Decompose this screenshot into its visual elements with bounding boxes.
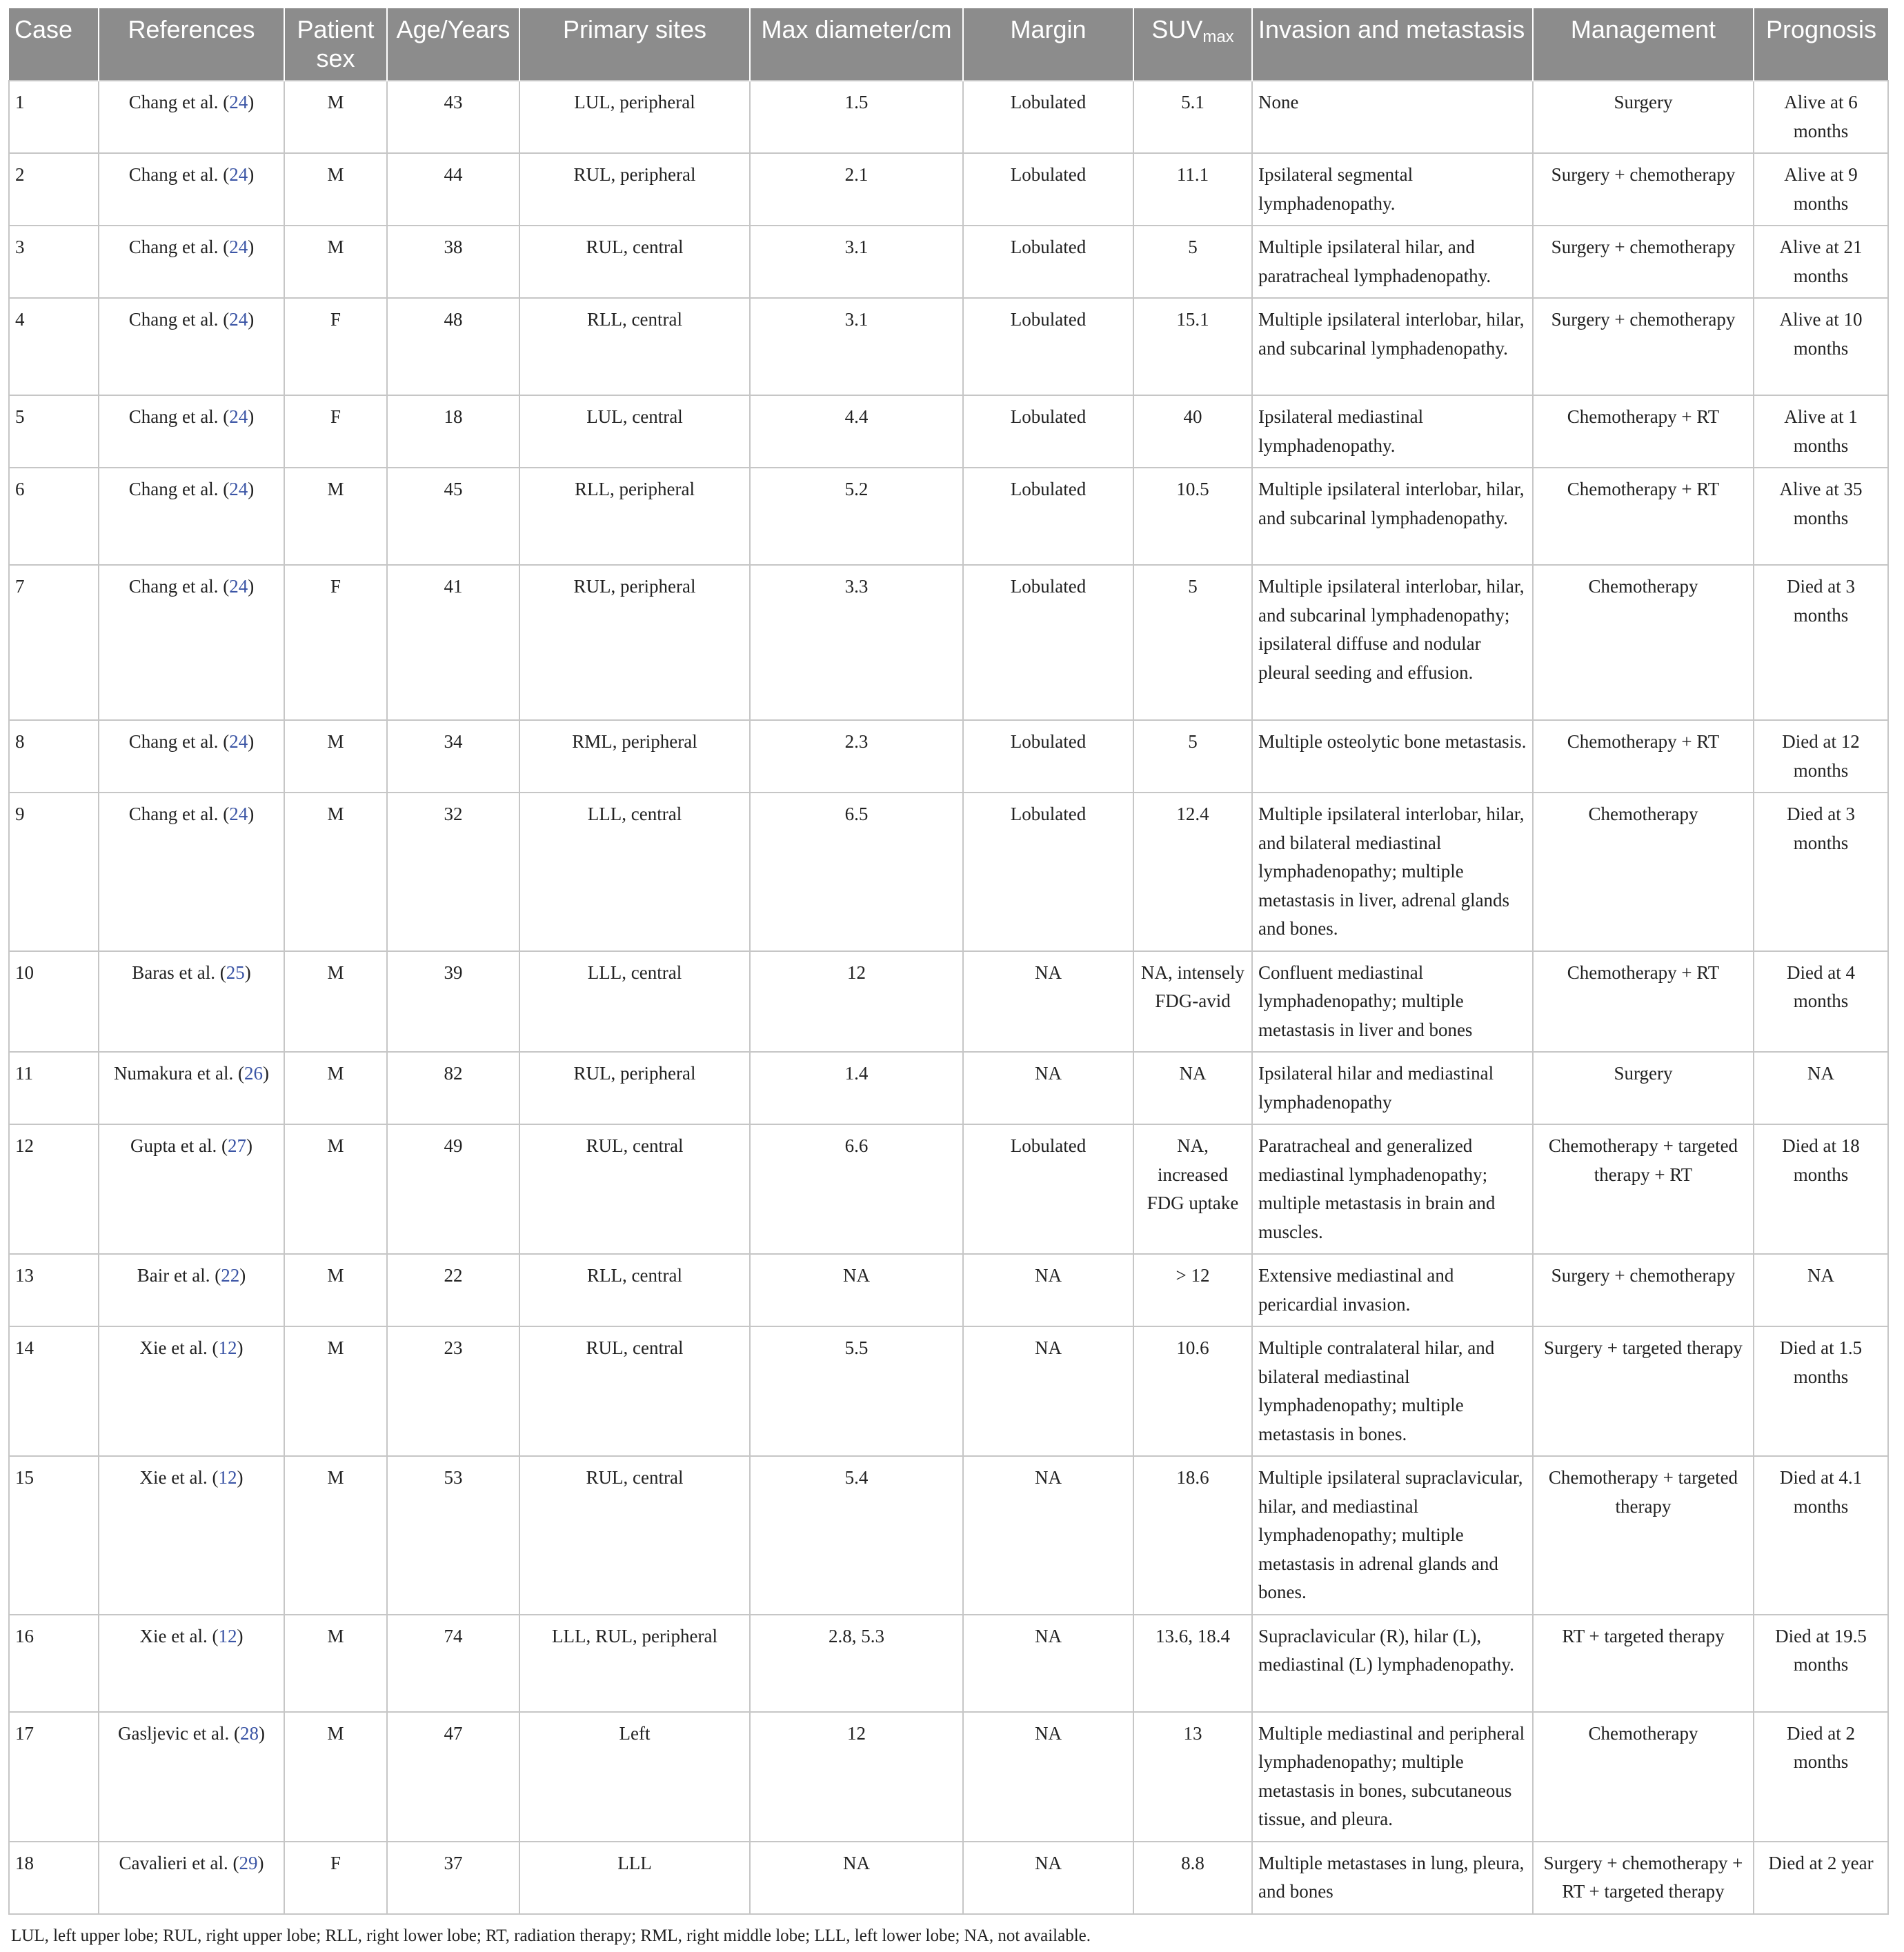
management-cell: Surgery + chemotherapy + RT + targeted therapy: [1533, 1842, 1754, 1914]
reference-cell: Cavalieri et al. (29): [99, 1842, 284, 1914]
reference-cell: Chang et al. (24): [99, 226, 284, 298]
case-cell: 2: [9, 153, 99, 226]
management-cell: Chemotherapy + RT: [1533, 720, 1754, 793]
prognosis-cell: Alive at 21 months: [1754, 226, 1888, 298]
table-row: [9, 1326, 1888, 1456]
invasion-cell: Multiple osteolytic bone metastasis.: [1252, 720, 1533, 793]
suv-max-cell: 5: [1133, 720, 1252, 793]
reference-cell: Chang et al. (24): [99, 153, 284, 226]
age-cell: 49: [387, 1124, 519, 1254]
case-cell: 7: [9, 565, 99, 720]
max-diameter-cell: 3.3: [750, 565, 963, 720]
prognosis-cell: Died at 18 months: [1754, 1124, 1888, 1254]
invasion-cell: Multiple ipsilateral interlobar, hilar, and subcarinal lymphadenopathy.: [1252, 468, 1533, 565]
reference-author: Chang et al.: [128, 576, 219, 597]
reference-author: Chang et al.: [128, 479, 219, 499]
table-row: [9, 1456, 1888, 1615]
primary-sites-cell: RUL, peripheral: [519, 153, 750, 226]
reference-number-link[interactable]: 24: [229, 309, 248, 330]
case-cell: 18: [9, 1842, 99, 1914]
suv-max-cell: 10.5: [1133, 468, 1252, 565]
prognosis-cell: NA: [1754, 1254, 1888, 1326]
sex-cell: F: [284, 298, 387, 395]
age-cell: 82: [387, 1052, 519, 1124]
management-cell: Surgery + chemotherapy: [1533, 298, 1754, 395]
prognosis-cell: Died at 4.1 months: [1754, 1456, 1888, 1615]
table-row: [9, 298, 1888, 395]
case-cell: 10: [9, 951, 99, 1053]
sex-cell: M: [284, 153, 387, 226]
reference-number-link[interactable]: 12: [218, 1467, 237, 1488]
prognosis-cell: Alive at 10 months: [1754, 298, 1888, 395]
table-row: [9, 1615, 1888, 1712]
reference-author: Bair et al.: [137, 1265, 210, 1286]
case-cell: 5: [9, 395, 99, 468]
sex-cell: M: [284, 1326, 387, 1456]
suv-max-cell: NA, intensely FDG-avid: [1133, 951, 1252, 1053]
margin-cell: Lobulated: [963, 468, 1133, 565]
sex-cell: F: [284, 395, 387, 468]
primary-sites-cell: LUL, central: [519, 395, 750, 468]
prognosis-cell: Died at 3 months: [1754, 793, 1888, 951]
header-row: [9, 8, 1888, 81]
reference-author: Chang et al.: [128, 164, 219, 185]
suv-max-cell: 40: [1133, 395, 1252, 468]
header-suv-subscript: max: [1202, 28, 1234, 46]
primary-sites-cell: RUL, central: [519, 1124, 750, 1254]
reference-number-link[interactable]: 27: [227, 1135, 246, 1156]
table-body: [9, 81, 1888, 1914]
invasion-cell: Multiple mediastinal and peripheral lymphadenopathy; multiple metastasis in bones, subcutaneous tissue, and pleura.: [1252, 1712, 1533, 1842]
reference-cell: Xie et al. (12): [99, 1326, 284, 1456]
margin-cell: NA: [963, 1615, 1133, 1712]
age-cell: 38: [387, 226, 519, 298]
table-row: [9, 720, 1888, 793]
age-cell: 74: [387, 1615, 519, 1712]
margin-cell: Lobulated: [963, 565, 1133, 720]
reference-author: Gupta et al.: [130, 1135, 217, 1156]
invasion-cell: Multiple ipsilateral supraclavicular, hilar, and mediastinal lymphadenopathy; multiple metastasis in adrenal glands and bones.: [1252, 1456, 1533, 1615]
reference-number-link[interactable]: 24: [229, 92, 248, 112]
margin-cell: NA: [963, 1712, 1133, 1842]
margin-cell: NA: [963, 1842, 1133, 1914]
primary-sites-cell: RLL, central: [519, 1254, 750, 1326]
reference-number-link[interactable]: 29: [239, 1852, 258, 1873]
case-cell: 13: [9, 1254, 99, 1326]
suv-max-cell: 5.1: [1133, 81, 1252, 153]
table-row: [9, 395, 1888, 468]
case-cell: 16: [9, 1615, 99, 1712]
sex-cell: M: [284, 226, 387, 298]
reference-cell: Chang et al. (24): [99, 468, 284, 565]
suv-max-cell: 15.1: [1133, 298, 1252, 395]
table-container: [8, 8, 1887, 1915]
management-cell: Chemotherapy + RT: [1533, 951, 1754, 1053]
primary-sites-cell: RLL, peripheral: [519, 468, 750, 565]
max-diameter-cell: 5.5: [750, 1326, 963, 1456]
margin-cell: NA: [963, 1052, 1133, 1124]
header-suv-label: SUV: [1151, 15, 1203, 43]
prognosis-cell: Alive at 9 months: [1754, 153, 1888, 226]
reference-author: Chang et al.: [128, 309, 219, 330]
margin-cell: Lobulated: [963, 395, 1133, 468]
suv-max-cell: 5: [1133, 565, 1252, 720]
invasion-cell: Supraclavicular (R), hilar (L), mediastinal (L) lymphadenopathy.: [1252, 1615, 1533, 1712]
primary-sites-cell: LLL, central: [519, 951, 750, 1053]
margin-cell: Lobulated: [963, 81, 1133, 153]
invasion-cell: None: [1252, 81, 1533, 153]
sex-cell: M: [284, 468, 387, 565]
primary-sites-cell: RLL, central: [519, 298, 750, 395]
reference-number-link[interactable]: 25: [226, 962, 245, 983]
margin-cell: NA: [963, 1456, 1133, 1615]
table-row: [9, 951, 1888, 1053]
case-cell: 1: [9, 81, 99, 153]
management-cell: Chemotherapy + RT: [1533, 468, 1754, 565]
reference-author: Xie et al.: [139, 1337, 208, 1358]
table-row: [9, 468, 1888, 565]
max-diameter-cell: 1.5: [750, 81, 963, 153]
case-cell: 15: [9, 1456, 99, 1615]
table-row: [9, 565, 1888, 720]
age-cell: 18: [387, 395, 519, 468]
header-sex: Patient sex: [284, 8, 387, 81]
margin-cell: NA: [963, 1254, 1133, 1326]
prognosis-cell: Died at 12 months: [1754, 720, 1888, 793]
header-max-diameter: Max diameter/cm: [750, 8, 963, 81]
primary-sites-cell: RUL, peripheral: [519, 565, 750, 720]
primary-sites-cell: LLL, central: [519, 793, 750, 951]
sex-cell: M: [284, 1615, 387, 1712]
age-cell: 48: [387, 298, 519, 395]
management-cell: Chemotherapy + targeted therapy: [1533, 1456, 1754, 1615]
case-cell: 9: [9, 793, 99, 951]
table-row: [9, 1842, 1888, 1914]
reference-cell: Chang et al. (24): [99, 720, 284, 793]
management-cell: Surgery: [1533, 81, 1754, 153]
prognosis-cell: Died at 3 months: [1754, 565, 1888, 720]
suv-max-cell: 11.1: [1133, 153, 1252, 226]
prognosis-cell: Died at 2 months: [1754, 1712, 1888, 1842]
reference-number-link[interactable]: 24: [229, 406, 248, 427]
invasion-cell: Multiple ipsilateral interlobar, hilar, and subcarinal lymphadenopathy; ipsilateral diffuse and nodular pleural seeding and effusion.: [1252, 565, 1533, 720]
management-cell: Surgery: [1533, 1052, 1754, 1124]
suv-max-cell: NA: [1133, 1052, 1252, 1124]
reference-cell: Chang et al. (24): [99, 565, 284, 720]
reference-author: Cavalieri et al.: [119, 1852, 228, 1873]
table-row: [9, 226, 1888, 298]
reference-number-link[interactable]: 12: [218, 1625, 237, 1646]
invasion-cell: Multiple ipsilateral interlobar, hilar, and subcarinal lymphadenopathy.: [1252, 298, 1533, 395]
invasion-cell: Multiple contralateral hilar, and bilateral mediastinal lymphadenopathy; multiple metastasis in bones.: [1252, 1326, 1533, 1456]
management-cell: Chemotherapy: [1533, 1712, 1754, 1842]
margin-cell: Lobulated: [963, 720, 1133, 793]
case-table: [8, 8, 1889, 1915]
reference-cell: Bair et al. (22): [99, 1254, 284, 1326]
max-diameter-cell: 3.1: [750, 298, 963, 395]
suv-max-cell: > 12: [1133, 1254, 1252, 1326]
management-cell: Chemotherapy: [1533, 565, 1754, 720]
case-cell: 14: [9, 1326, 99, 1456]
max-diameter-cell: 2.3: [750, 720, 963, 793]
max-diameter-cell: NA: [750, 1254, 963, 1326]
max-diameter-cell: 5.4: [750, 1456, 963, 1615]
max-diameter-cell: 1.4: [750, 1052, 963, 1124]
reference-cell: Baras et al. (25): [99, 951, 284, 1053]
invasion-cell: Multiple ipsilateral interlobar, hilar, and bilateral mediastinal lymphadenopathy; multiple metastasis in liver, adrenal glands and bones.: [1252, 793, 1533, 951]
reference-author: Chang et al.: [128, 92, 219, 112]
case-cell: 11: [9, 1052, 99, 1124]
sex-cell: M: [284, 1456, 387, 1615]
management-cell: Surgery + chemotherapy: [1533, 1254, 1754, 1326]
age-cell: 34: [387, 720, 519, 793]
invasion-cell: Paratracheal and generalized mediastinal lymphadenopathy; multiple metastasis in brain and muscles.: [1252, 1124, 1533, 1254]
reference-author: Baras et al.: [132, 962, 215, 983]
management-cell: RT + targeted therapy: [1533, 1615, 1754, 1712]
reference-number-link[interactable]: 28: [239, 1722, 259, 1744]
max-diameter-cell: 5.2: [750, 468, 963, 565]
max-diameter-cell: 4.4: [750, 395, 963, 468]
management-cell: Surgery + chemotherapy: [1533, 226, 1754, 298]
max-diameter-cell: 2.1: [750, 153, 963, 226]
header-suv-max: [1133, 8, 1252, 81]
margin-cell: Lobulated: [963, 793, 1133, 951]
header-references: References: [99, 8, 284, 81]
reference-author: Xie et al.: [139, 1625, 208, 1646]
age-cell: 39: [387, 951, 519, 1053]
sex-cell: M: [284, 793, 387, 951]
age-cell: 43: [387, 81, 519, 153]
age-cell: 22: [387, 1254, 519, 1326]
sex-cell: M: [284, 720, 387, 793]
primary-sites-cell: Left: [519, 1712, 750, 1842]
reference-number-link[interactable]: 24: [229, 237, 248, 257]
max-diameter-cell: 12: [750, 951, 963, 1053]
table-row: [9, 1254, 1888, 1326]
sex-cell: M: [284, 81, 387, 153]
suv-max-cell: 13: [1133, 1712, 1252, 1842]
management-cell: Chemotherapy + RT: [1533, 395, 1754, 468]
age-cell: 37: [387, 1842, 519, 1914]
reference-cell: Xie et al. (12): [99, 1456, 284, 1615]
primary-sites-cell: RUL, central: [519, 1456, 750, 1615]
suv-max-cell: 13.6, 18.4: [1133, 1615, 1252, 1712]
case-cell: 6: [9, 468, 99, 565]
invasion-cell: Ipsilateral hilar and mediastinal lymphadenopathy: [1252, 1052, 1533, 1124]
sex-cell: M: [284, 1254, 387, 1326]
reference-number-link[interactable]: 24: [229, 576, 248, 597]
invasion-cell: Confluent mediastinal lymphadenopathy; multiple metastasis in liver and bones: [1252, 951, 1533, 1053]
primary-sites-cell: RUL, central: [519, 226, 750, 298]
max-diameter-cell: 6.6: [750, 1124, 963, 1254]
invasion-cell: Multiple metastases in lung, pleura, and bones: [1252, 1842, 1533, 1914]
max-diameter-cell: NA: [750, 1842, 963, 1914]
suv-max-cell: NA, increased FDG uptake: [1133, 1124, 1252, 1254]
table-row: [9, 153, 1888, 226]
reference-cell: Chang et al. (24): [99, 395, 284, 468]
reference-number-link[interactable]: 26: [244, 1063, 263, 1084]
reference-author: Chang et al.: [128, 406, 219, 427]
header-prognosis: Prognosis: [1754, 8, 1888, 81]
prognosis-cell: Alive at 35 months: [1754, 468, 1888, 565]
margin-cell: Lobulated: [963, 226, 1133, 298]
age-cell: 44: [387, 153, 519, 226]
age-cell: 41: [387, 565, 519, 720]
max-diameter-cell: 6.5: [750, 793, 963, 951]
prognosis-cell: NA: [1754, 1052, 1888, 1124]
management-cell: Chemotherapy: [1533, 793, 1754, 951]
prognosis-cell: Alive at 1 months: [1754, 395, 1888, 468]
table-row: [9, 793, 1888, 951]
management-cell: Surgery + targeted therapy: [1533, 1326, 1754, 1456]
primary-sites-cell: LLL: [519, 1842, 750, 1914]
reference-cell: Numakura et al. (26): [99, 1052, 284, 1124]
sex-cell: M: [284, 1712, 387, 1842]
reference-number-link[interactable]: 22: [221, 1265, 240, 1286]
case-cell: 17: [9, 1712, 99, 1842]
invasion-cell: Ipsilateral mediastinal lymphadenopathy.: [1252, 395, 1533, 468]
case-cell: 12: [9, 1124, 99, 1254]
reference-number-link[interactable]: 24: [229, 164, 248, 185]
primary-sites-cell: LUL, peripheral: [519, 81, 750, 153]
age-cell: 45: [387, 468, 519, 565]
reference-number-link[interactable]: 24: [229, 731, 248, 752]
reference-author: Chang et al.: [128, 237, 219, 257]
reference-author: Gasljevic et al.: [118, 1722, 230, 1744]
reference-number-link[interactable]: 24: [229, 479, 248, 499]
sex-cell: M: [284, 1124, 387, 1254]
table-row: [9, 1124, 1888, 1254]
management-cell: Chemotherapy + targeted therapy + RT: [1533, 1124, 1754, 1254]
suv-max-cell: 12.4: [1133, 793, 1252, 951]
reference-cell: Chang et al. (24): [99, 793, 284, 951]
reference-cell: Xie et al. (12): [99, 1615, 284, 1712]
max-diameter-cell: 12: [750, 1712, 963, 1842]
suv-max-cell: 18.6: [1133, 1456, 1252, 1615]
margin-cell: Lobulated: [963, 153, 1133, 226]
header-margin: Margin: [963, 8, 1133, 81]
case-cell: 8: [9, 720, 99, 793]
table-footnote: LUL, left upper lobe; RUL, right upper lobe; RLL, right lower lobe; RT, radiation therapy; RML, right middle lobe; LLL, left lower lobe; NA, not available.: [11, 1926, 1091, 1945]
prognosis-cell: Died at 2 year: [1754, 1842, 1888, 1914]
reference-author: Chang et al.: [128, 731, 219, 752]
prognosis-cell: Died at 19.5 months: [1754, 1615, 1888, 1712]
prognosis-cell: Died at 1.5 months: [1754, 1326, 1888, 1456]
primary-sites-cell: RUL, peripheral: [519, 1052, 750, 1124]
header-age: Age/Years: [387, 8, 519, 81]
table-row: [9, 1712, 1888, 1842]
invasion-cell: Multiple ipsilateral hilar, and paratracheal lymphadenopathy.: [1252, 226, 1533, 298]
margin-cell: NA: [963, 1326, 1133, 1456]
margin-cell: Lobulated: [963, 1124, 1133, 1254]
primary-sites-cell: RML, peripheral: [519, 720, 750, 793]
case-cell: 4: [9, 298, 99, 395]
age-cell: 23: [387, 1326, 519, 1456]
invasion-cell: Extensive mediastinal and pericardial invasion.: [1252, 1254, 1533, 1326]
sex-cell: F: [284, 1842, 387, 1914]
age-cell: 32: [387, 793, 519, 951]
reference-number-link[interactable]: 24: [229, 804, 248, 824]
reference-author: Chang et al.: [128, 804, 219, 824]
age-cell: 53: [387, 1456, 519, 1615]
sex-cell: M: [284, 1052, 387, 1124]
management-cell: Surgery + chemotherapy: [1533, 153, 1754, 226]
max-diameter-cell: 3.1: [750, 226, 963, 298]
suv-max-cell: 5: [1133, 226, 1252, 298]
reference-cell: Chang et al. (24): [99, 81, 284, 153]
header-case: Case: [9, 8, 99, 81]
sex-cell: M: [284, 951, 387, 1053]
suv-max-cell: 8.8: [1133, 1842, 1252, 1914]
prognosis-cell: Alive at 6 months: [1754, 81, 1888, 153]
margin-cell: Lobulated: [963, 298, 1133, 395]
primary-sites-cell: LLL, RUL, peripheral: [519, 1615, 750, 1712]
table-row: [9, 81, 1888, 153]
margin-cell: NA: [963, 951, 1133, 1053]
primary-sites-cell: RUL, central: [519, 1326, 750, 1456]
max-diameter-cell: 2.8, 5.3: [750, 1615, 963, 1712]
case-cell: 3: [9, 226, 99, 298]
reference-number-link[interactable]: 12: [218, 1337, 237, 1358]
reference-cell: Chang et al. (24): [99, 298, 284, 395]
sex-cell: F: [284, 565, 387, 720]
reference-cell: Gasljevic et al. (28): [99, 1712, 284, 1842]
reference-cell: Gupta et al. (27): [99, 1124, 284, 1254]
reference-author: Numakura et al.: [114, 1063, 234, 1084]
age-cell: 47: [387, 1712, 519, 1842]
prognosis-cell: Died at 4 months: [1754, 951, 1888, 1053]
table-row: [9, 1052, 1888, 1124]
suv-max-cell: 10.6: [1133, 1326, 1252, 1456]
invasion-cell: Ipsilateral segmental lymphadenopathy.: [1252, 153, 1533, 226]
header-invasion: Invasion and metastasis: [1252, 8, 1533, 81]
reference-author: Xie et al.: [139, 1467, 208, 1488]
header-management: Management: [1533, 8, 1754, 81]
header-primary-sites: Primary sites: [519, 8, 750, 81]
